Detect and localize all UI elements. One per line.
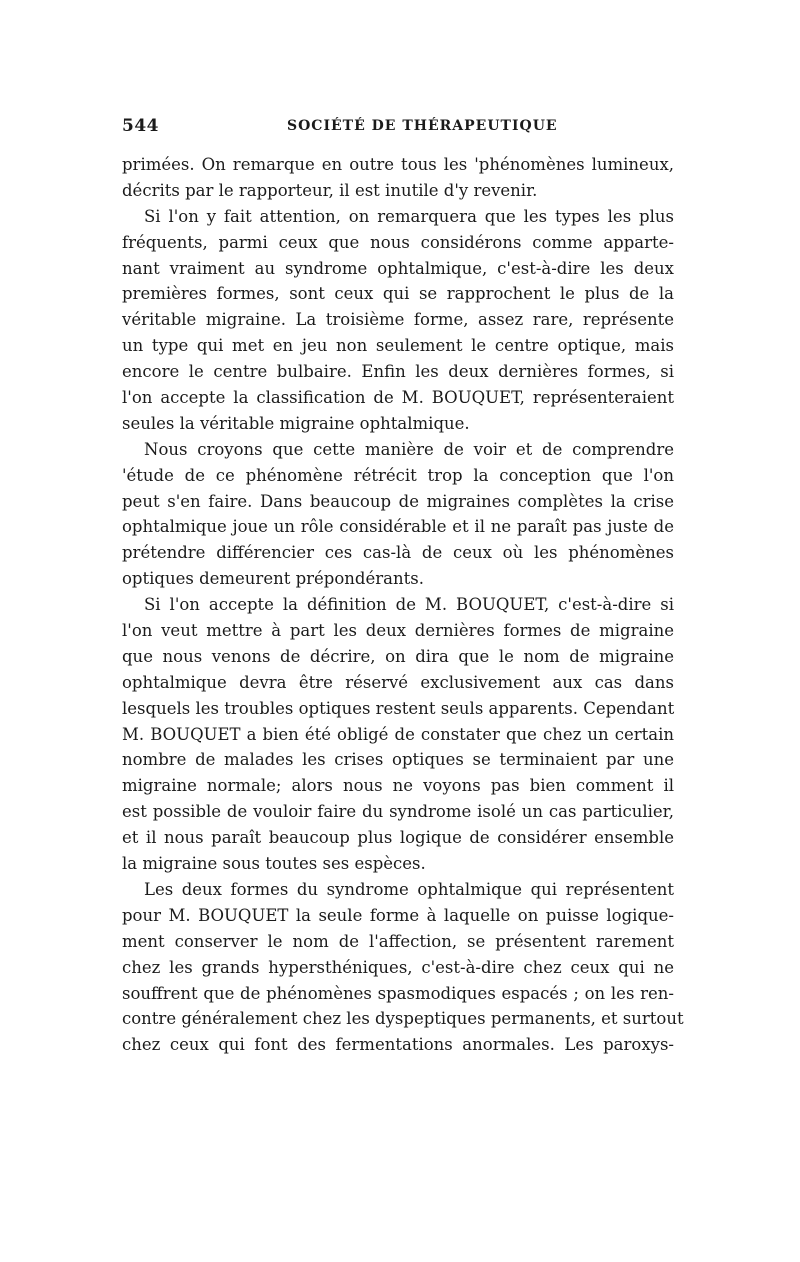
text-line: l'on veut mettre à part les deux dernières formes de migraine	[122, 621, 674, 641]
text-line: premières formes, sont ceux qui se rapprochent le plus de la	[122, 284, 674, 304]
text-line: encore le centre bulbaire. Enfin les deux dernières formes, si	[122, 362, 674, 382]
text-line: seules la véritable migraine ophtalmique.	[122, 413, 470, 433]
text-line: pour M. BOUQUET la seule forme à laquelle on puisse logique-	[122, 905, 674, 925]
text-line: la migraine sous toutes ses espèces.	[122, 854, 426, 874]
text-line: nombre de malades les crises optiques se terminaient par une	[122, 750, 674, 770]
text-line: véritable migraine. La troisième forme, assez rare, représente	[122, 310, 674, 330]
text-line: que nous venons de décrire, on dira que le nom de migraine	[122, 646, 674, 666]
text-line: prétendre différencier ces cas-là de ceux où les phénomènes	[122, 543, 674, 563]
text-line: chez les grands hypersthéniques, c'est-à-dire chez ceux qui ne	[122, 957, 674, 977]
page-number: 544	[122, 116, 159, 136]
text-line: chez ceux qui font des fermentations anormales. Les paroxys-	[122, 1035, 674, 1055]
text-line: et il nous paraît beaucoup plus logique de considérer ensemble	[122, 828, 674, 848]
text-line: contre généralement chez les dyspeptiques permanents, et surtout	[122, 1009, 684, 1029]
text-line: nant vraiment au syndrome ophtalmique, c'est-à-dire les deux	[122, 258, 674, 278]
text-line: ophtalmique devra être réservé exclusivement aux cas dans	[122, 672, 674, 692]
text-line: décrits par le rapporteur, il est inutile d'y revenir.	[122, 180, 538, 200]
running-header	[122, 116, 674, 140]
text-line: peut s'en faire. Dans beaucoup de migraines complètes la crise	[122, 491, 674, 511]
text-line: l'on accepte la classification de M. BOUQUET, représenteraient	[122, 388, 674, 408]
text-line: ment conserver le nom de l'affection, se présentent rarement	[122, 931, 674, 951]
text-line: optiques demeurent prépondérants.	[122, 569, 424, 589]
text-line: migraine normale; alors nous ne voyons pas bien comment il	[122, 776, 674, 796]
running-title: SOCIÉTÉ DE THÉRAPEUTIQUE	[287, 118, 558, 134]
text-line: lesquels les troubles optiques restent seuls apparents. Cependant	[122, 698, 675, 718]
text-line: ophtalmique joue un rôle considérable et il ne paraît pas juste de	[122, 517, 674, 537]
text-line: 'étude de ce phénomène rétrécit trop la conception que l'on	[122, 465, 674, 485]
paragraph-first-line: Si l'on accepte la définition de M. BOUQUET, c'est-à-dire si	[144, 595, 674, 615]
text-line: primées. On remarque en outre tous les 'phénomènes lumineux,	[122, 155, 674, 174]
paragraph-first-line: Nous croyons que cette manière de voir et de comprendre	[144, 439, 674, 459]
body-text	[122, 152, 684, 1058]
text-line: M. BOUQUET a bien été obligé de constater que chez un certain	[122, 724, 674, 744]
paragraph-first-line: Si l'on y fait attention, on remarquera que les types les plus	[144, 206, 674, 226]
text-line: souffrent que de phénomènes spasmodiques espacés ; on les ren-	[122, 983, 674, 1003]
text-line: fréquents, parmi ceux que nous considérons comme apparte-	[122, 232, 674, 252]
paragraph-first-line: Les deux formes du syndrome ophtalmique qui représentent	[144, 879, 674, 899]
text-line: est possible de vouloir faire du syndrome isolé un cas particulier,	[122, 802, 674, 822]
text-line: un type qui met en jeu non seulement le centre optique, mais	[122, 336, 674, 356]
